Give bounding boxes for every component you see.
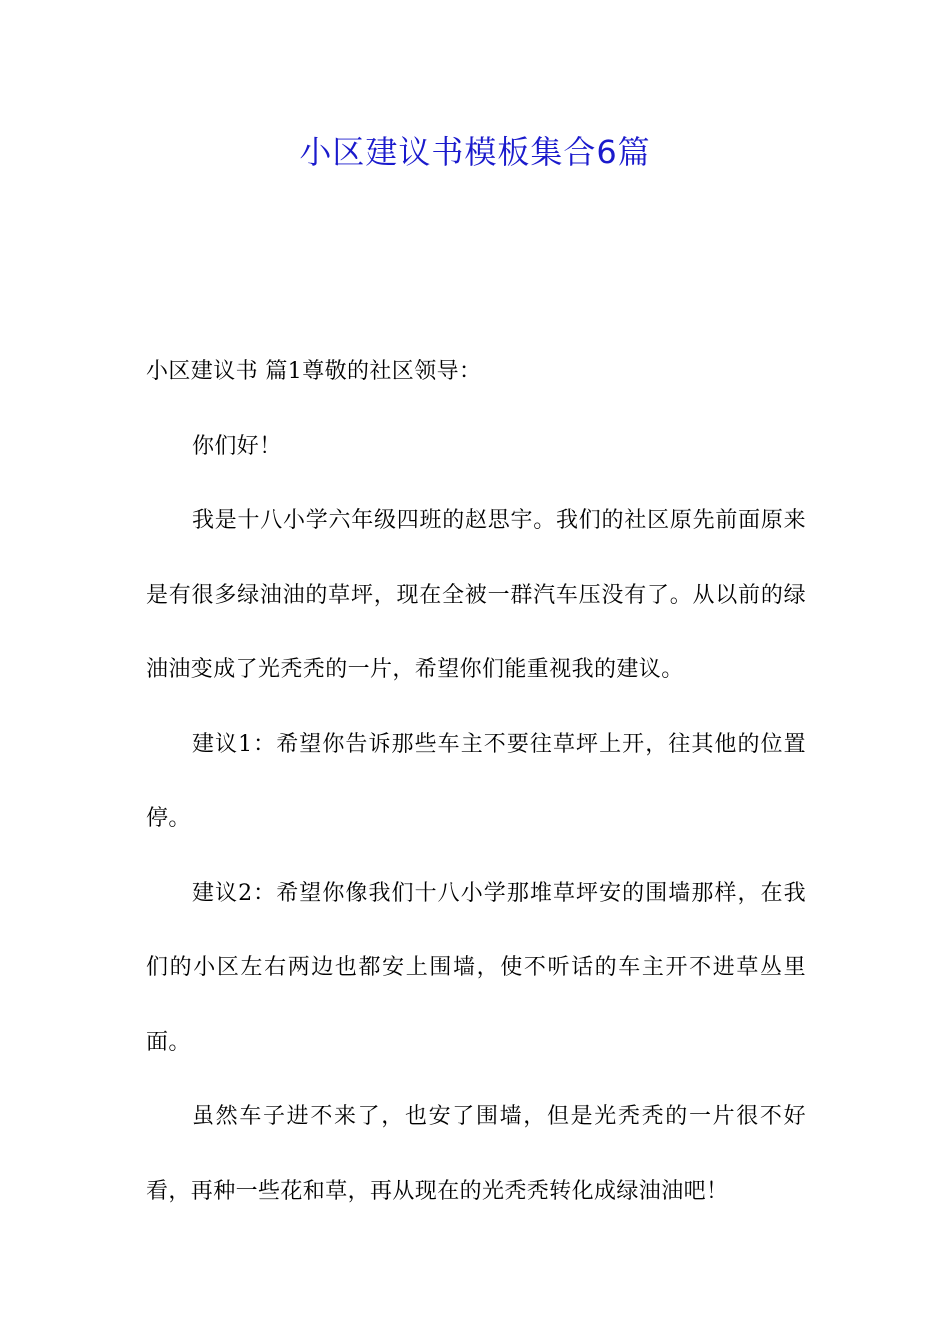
paragraph-suggestion-2: 建议2：希望你像我们十八小学那堆草坪安的围墙那样，在我们的小区左右两边也都安上围墙，使不听话的车主开不进草丛里面。 bbox=[146, 880, 806, 1055]
document-title: 小区建议书模板集合6篇 bbox=[299, 133, 651, 171]
paragraph-suggestion-1: 建议1：希望你告诉那些车主不要往草坪上开，往其他的位置停。 bbox=[146, 731, 806, 831]
document-body bbox=[146, 335, 806, 1229]
paragraph-closing: 虽然车子进不来了，也安了围墙，但是光秃秃的一片很不好看，再种一些花和草，再从现在的光秃秃转化成绿油油吧！ bbox=[146, 1104, 806, 1204]
paragraph-introduction: 我是十八小学六年级四班的赵思宇。我们的社区原先前面原来是有很多绿油油的草坪，现在全被一群汽车压没有了。从以前的绿油油变成了光秃秃的一片，希望你们能重视我的建议。 bbox=[146, 508, 806, 682]
paragraph-salutation: 你们好！ bbox=[192, 433, 282, 459]
paragraph-greeting-line: 小区建议书 篇1尊敬的社区领导： bbox=[146, 359, 482, 384]
